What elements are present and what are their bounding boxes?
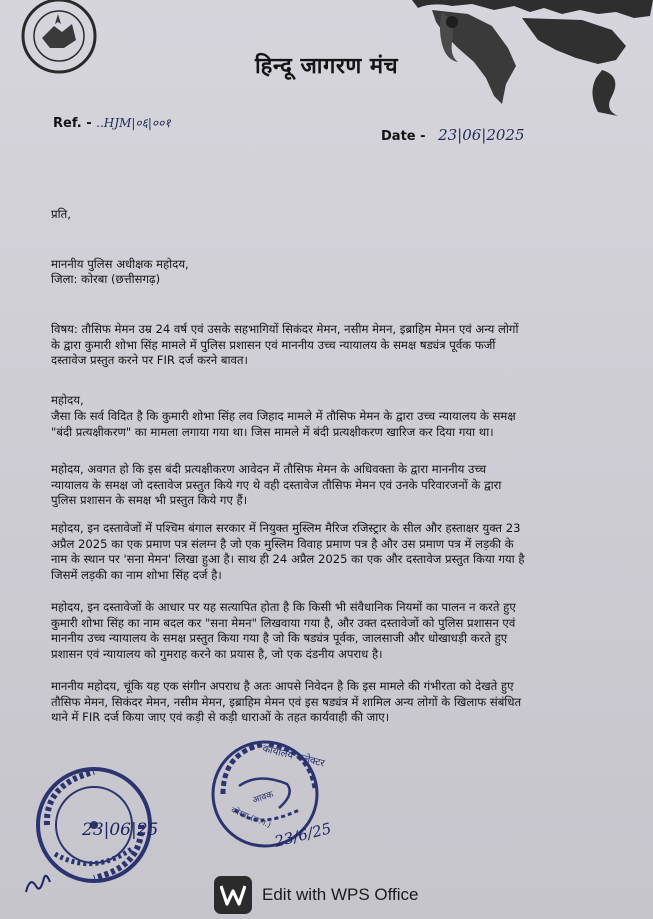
paragraph-line: माननीय महोदय, चूंकि यह एक संगीन अपराध है अतः आपसे निवेदन है कि इस मामले की गंभीरता को देखते हुए	[51, 679, 514, 693]
paragraph-line: प्रशासन एवं न्यायालय को गुमराह करने का प्रयास है, जो एक दंडनीय अपराध है।	[51, 646, 383, 661]
subject-block	[51, 322, 518, 369]
paragraph	[51, 521, 524, 583]
subject-line: दस्तावेज प्रस्तुत करने पर FIR दर्ज करने बावत।	[51, 353, 248, 367]
greeting: महोदय,	[51, 393, 84, 407]
collector-stamp-subtitle: कोरबा (छ.ग.)	[229, 805, 273, 830]
paragraph-line: न्यायालय के समक्ष जो दस्तावेज प्रस्तुत किये गए थे वही दस्तावेज तौसिफ मेमन एवं उनके परिवारजनों के द्वारा	[51, 477, 502, 492]
org-title: हिन्दू जागरण मंच	[254, 54, 399, 79]
wps-watermark-label: Edit with WPS Office	[262, 885, 419, 904]
paragraph-line: पुलिस प्रशासन के समक्ष भी प्रस्तुत किये गए हैं।	[51, 493, 248, 507]
recipient-district: जिला: कोरबा (छत्तीसगढ़)	[51, 272, 161, 286]
letter-date	[381, 126, 525, 144]
paragraph-line: महोदय, इन दस्तावेजों के आधार पर यह सत्यापित होता है कि किसी भी संवैधानिक नियमों का पालन न करते हुए	[51, 600, 516, 614]
subject-line: विषय: तौसिफ मेमन उम्र 24 वर्ष एवं उसके सहभागियों सिकंदर मेमन, नसीम मेमन, इब्राहिम मेमन एवं अन्य लोगों	[51, 322, 519, 336]
paragraph-line: कुमारी शोभा सिंह का नाम बदल कर "सना मेमन" लिखवाया गया है, और उक्त दस्तावेजों को पुलिस प्रशासन एवं	[51, 615, 516, 630]
paragraph-line: "बंदी प्रत्यक्षीकरण" का मामला लगाया गया था। जिस मामले में बंदी प्रत्यक्षीकरण खारिज कर दिया गया था।	[51, 424, 494, 439]
paragraph-line: महोदय, अवगत हो कि इस बंदी प्रत्यक्षीकरण आवेदन में तौसिफ मेमन के अधिवक्ता के द्वारा माननीय उच्च	[51, 462, 487, 476]
stamp-date-handwritten: 23|06|25	[82, 820, 159, 840]
paragraph-line: थाने में FIR दर्ज किया जाए एवं कड़ी से कड़ी धाराओं के तहत कार्यवाही की जाए।	[51, 710, 390, 724]
paragraph-line: जैसा कि सर्व विदित है कि कुमारी शोभा सिंह लव जिहाद मामले में तौसिफ मेमन के द्वारा उच्च न्यायालय के समक्ष	[51, 409, 516, 423]
date-value: 23|06|2025	[438, 126, 525, 144]
wps-watermark[interactable]	[214, 874, 419, 916]
paragraph	[51, 679, 521, 726]
recipient-title: माननीय पुलिस अधीक्षक महोदय,	[51, 257, 189, 271]
paragraph-line: माननीय उच्च न्यायालय के समक्ष प्रस्तुत किया गया है जो कि षड्यंत्र पूर्वक, जालसाजी और धोखाधड़ी करते हुए	[51, 631, 508, 645]
paragraph-line: जिसमें लड़की का नाम शोभा सिंह दर्ज है।	[51, 567, 222, 582]
india-map-logo	[412, 0, 653, 118]
paragraph-line: नाम के स्थान पर 'सना मेमन' लिखा हुआ है। साथ ही 24 अप्रैल 2025 का एक और दस्तावेज प्रस्तुत किया गया है	[51, 552, 525, 566]
subject-line: के द्वारा कुमारी शोभा सिंह मामले में पुलिस प्रशासन एवं माननीय उच्च न्यायालय के समक्ष षड्यंत्र पूर्वक फर्जी	[51, 337, 496, 352]
ref-number	[53, 114, 171, 131]
paragraph	[51, 462, 501, 509]
paragraph-line: तौसिफ मेमन, सिकंदर मेमन, नसीम मेमन, इब्राहिम मेमन एवं इस षड्यंत्र में शामिल अन्य लोगों के खिलाफ संबंधित	[51, 694, 522, 709]
ref-label: Ref. -	[53, 116, 92, 131]
date-label: Date -	[381, 129, 426, 144]
paragraph-line: महोदय, इन दस्तावेजों में पश्चिम बंगाल सरकार में नियुक्त मुस्लिम मैरिज रजिस्ट्रार के सील और हस्ताक्षर युक्त 23	[51, 521, 521, 535]
collector-stamp-title: कार्यालय कलेक्टर	[261, 743, 326, 770]
paragraph-line: अप्रैल 2025 का एक प्रमाण पत्र संलग्न है जो एक मुस्लिम विवाह प्रमाण पत्र है और उस प्रमाण पत्र में लड़की के	[51, 536, 514, 551]
paragraph	[51, 409, 516, 440]
paragraph	[51, 600, 516, 662]
signature-mark	[20, 862, 60, 902]
collector-stamp-inward: आवक	[251, 789, 275, 806]
salutation: प्रति,	[51, 207, 71, 221]
wps-office-icon	[214, 876, 252, 914]
collector-stamp-date-handwritten: 23/6/25	[272, 819, 334, 851]
ref-value: ..HJM|०६|००१	[96, 116, 171, 130]
